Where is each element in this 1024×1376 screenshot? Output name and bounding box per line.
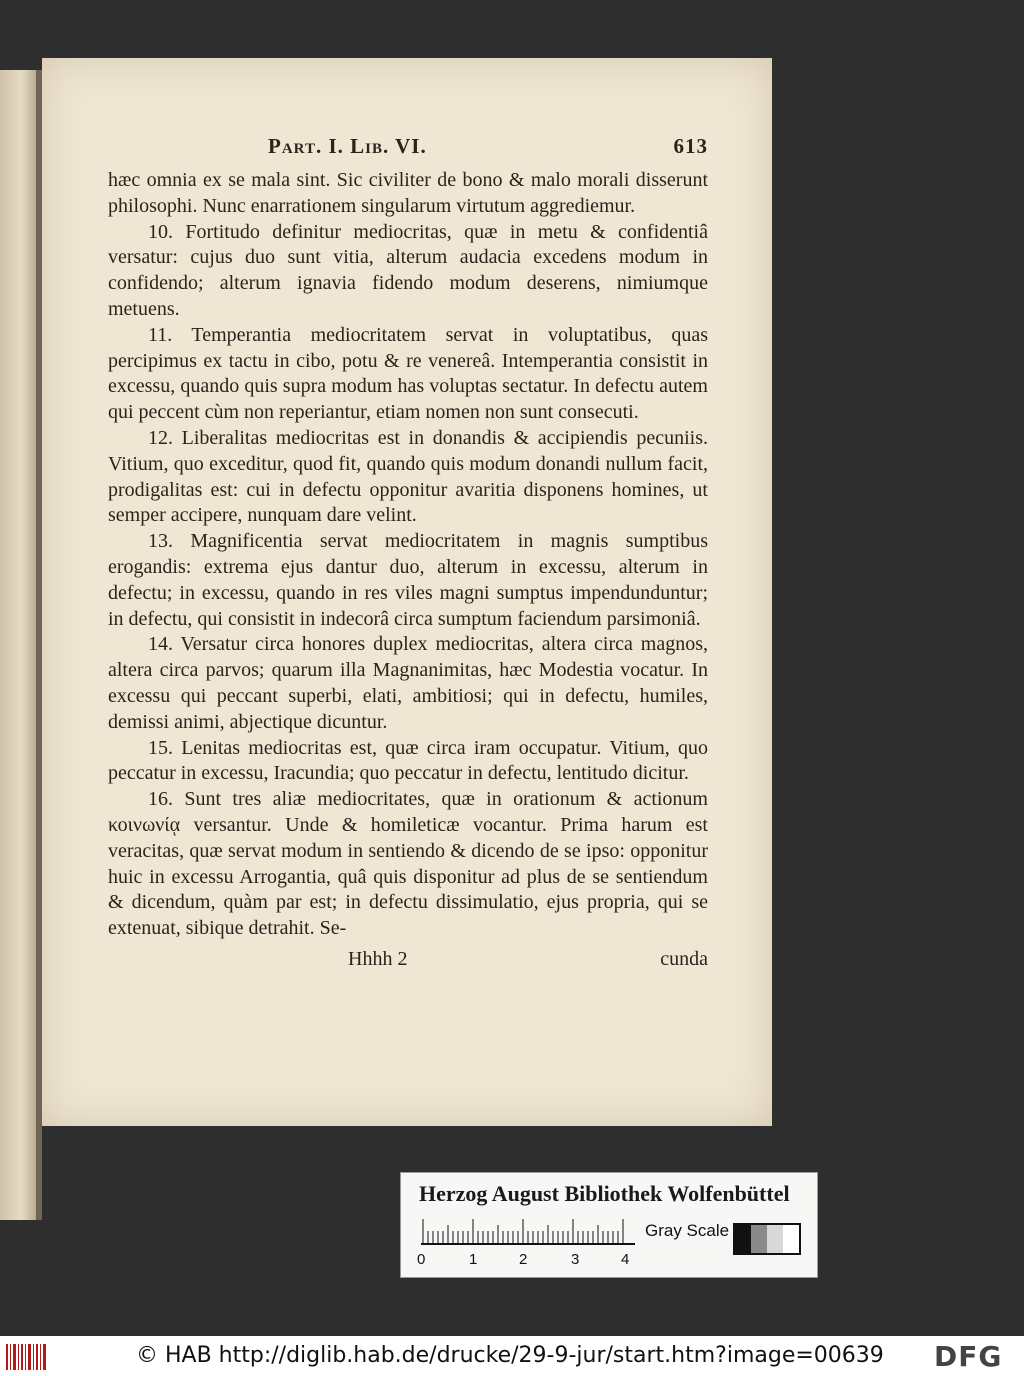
ruler-number: 0 <box>417 1251 426 1268</box>
ruler-number: 1 <box>469 1251 478 1268</box>
paragraph: 12. Liberalitas mediocritas est in donandis & accipiendis pecuniis. Vitium, quo exceditur, quod fit, quando quis modum donandi nullum facit, prodigalitas est: cui in defectu opponitur avaritia disponens homines, ut semper accipere, nunquam dare velint. <box>108 426 708 527</box>
paragraph: 10. Fortitudo definitur mediocritas, quæ in metu & confidentiâ versatur: cujus duo sunt vitia, alterum audacia excedens modum in confidendo; alterum ignavia fidendo modum deserens, nimiumque metuens. <box>108 220 708 320</box>
page-footer <box>108 948 708 978</box>
page-content <box>108 134 708 978</box>
paragraph: 16. Sunt tres aliæ mediocritates, quæ in orationum & actionum κοινωνίᾳ versantur. Unde & homileticæ vocantur. Prima harum est veracitas, quæ servat modum in sentiendo & dicendo de se ipso: opponitur huic in excessu Arrogantia, quâ quis disponitur ad plus de se sentiendum & dicendum, quàm par est; in defectu dissimulatio, ejus propria, qui se extenuat, sibique detrahit. Se- <box>108 788 708 940</box>
copyright-link[interactable]: © HAB http://diglib.hab.de/drucke/29-9-jur/start.htm?image=00639 <box>136 1343 884 1368</box>
ruler-ticks-icon <box>421 1219 635 1243</box>
gray-swatch <box>751 1225 767 1253</box>
ruler-number: 4 <box>621 1251 630 1268</box>
library-name: Herzog August Bibliothek Wolfenbüttel <box>419 1181 790 1206</box>
paragraph: 13. Magnificentia servat mediocritatem in magnis sumptibus erogandis: extrema ejus dantur duo, alterum in excessu, alterum in defectu; in excessu, quando in res viles magni sumptus impendunduntur; in defectu, qui consistit in indecorâ circa sumptum faciendum parsimoniâ. <box>108 530 708 630</box>
body-text <box>108 168 708 942</box>
page-number: 613 <box>673 134 708 158</box>
paragraph: hæc omnia ex se mala sint. Sic civiliter de bono & malo morali disserunt philosophi. Nunc enarrationem singularum virtutum aggrediemur. <box>108 169 708 217</box>
ruler-number: 2 <box>519 1251 528 1268</box>
running-title: Part. I. Lib. VI. <box>268 134 427 158</box>
paragraph: 11. Temperantia mediocritatem servat in voluptatibus, quas percipimus ex tactu in cibo, potu & re venereâ. Intemperantia consistit in excessu, quando quis supra modum has voluptas sectatur. In defectu autem qui peccent cùm non reperiantur, etiam nomen non sunt consecuti. <box>108 323 708 424</box>
library-label-card <box>400 1172 818 1278</box>
facing-page-edge <box>0 70 36 1220</box>
dfg-logo: DFG <box>934 1340 1003 1373</box>
paragraph: 14. Versatur circa honores duplex mediocritas, altera circa magnos, altera circa parvos; quarum illa Magnanimitas, hæc Modestia vocatur. In excessu qui peccant superbi, elati, ambitiosi; qui in defectu, humiles, demissi animi, abjectique dicuntur. <box>108 633 708 733</box>
gray-scale-swatches <box>733 1223 801 1255</box>
gray-scale-label: Gray Scale <box>645 1221 730 1240</box>
barcode-icon <box>6 1344 48 1370</box>
gray-swatch <box>783 1225 799 1253</box>
signature-mark: Hhhh 2 <box>348 947 408 970</box>
footer-bar <box>0 1336 1024 1376</box>
running-header <box>108 134 708 168</box>
catchword: cunda <box>660 947 708 970</box>
ruler-number: 3 <box>571 1251 580 1268</box>
scale-ruler <box>421 1219 635 1245</box>
book-page <box>42 58 772 1126</box>
gray-swatch <box>767 1225 783 1253</box>
gray-swatch <box>735 1225 751 1253</box>
paragraph: 15. Lenitas mediocritas est, quæ circa iram occupatur. Vitium, quo peccatur in excessu, Iracundia; quo peccatur in defectu, lentitudo dicitur. <box>108 736 708 785</box>
